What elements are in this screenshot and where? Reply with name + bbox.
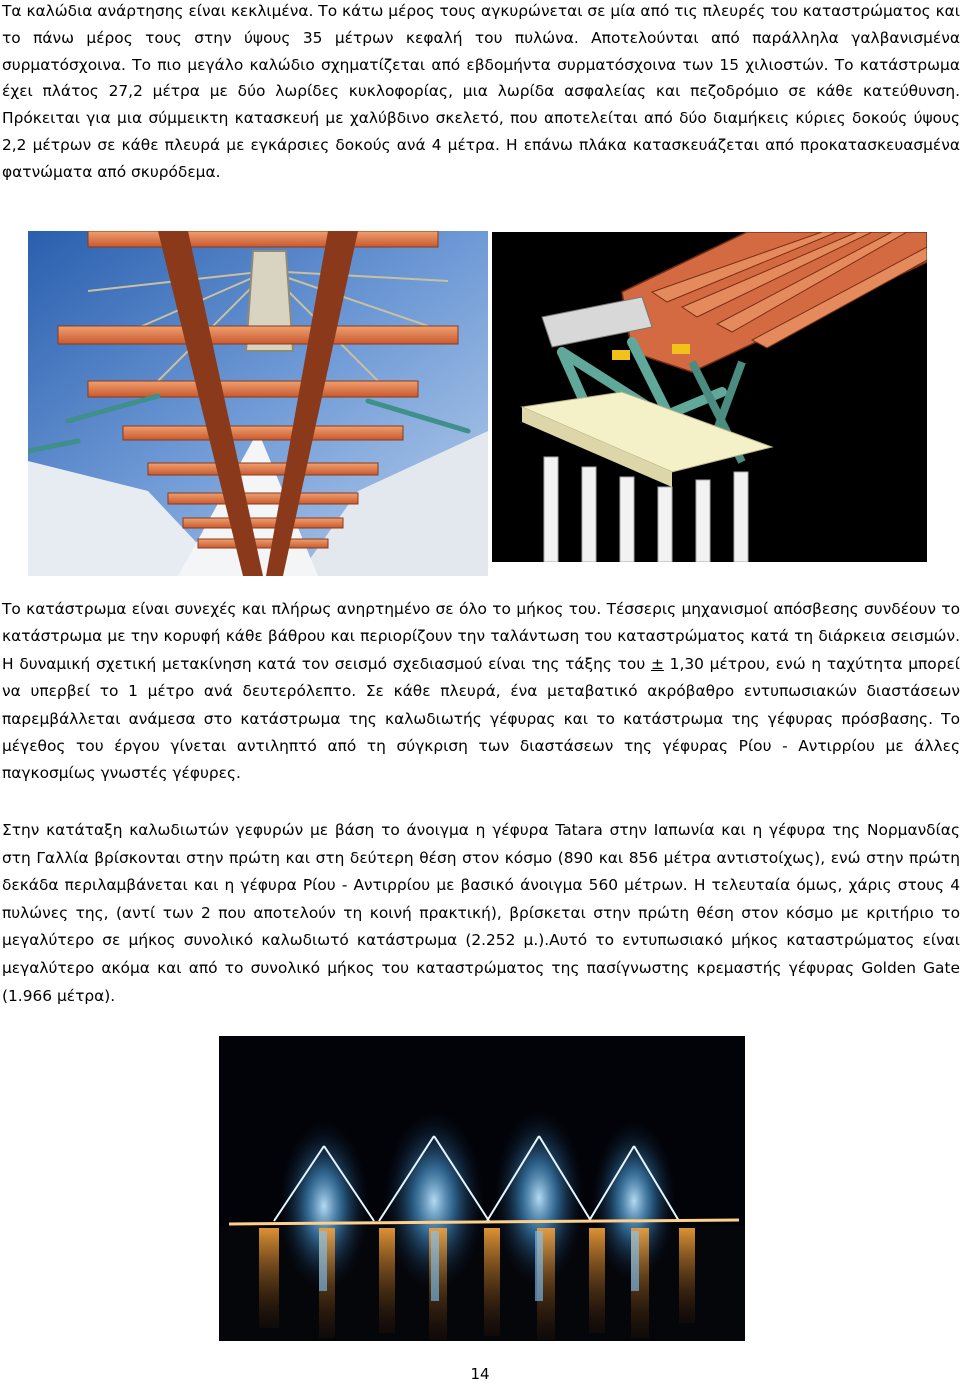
page-number: 14 [470,1365,490,1383]
paragraph-bridge-ranking: Στην κατάταξη καλωδιωτών γεφυρών με βάση το άνοιγμα η γέφυρα Tatara στην Ιαπωνία και η γέφυρα της Νορμανδίας στη Γαλλία βρίσκονται στην πρώτη και στη δεύτερη θέση στον κόσμο (890 και 856 μέτρα αντιστοίχως), ενώ στην πρώτη δεκάδα περιλαμβάνεται και η γέφυρα Ρίου - Αντιρρίου με βασικό άνοιγμα 560 μέτρων. Η τελευταία όμως, χάρις στους 4 πυλώνες της, (αντί των 2 που αποτελούν τη κοινή πρακτική), βρίσκεται στην πρώτη θέση στον κόσμο με κριτήριο το μεγαλύτερο σε μήκος συνολικό καλωδιωτό κατάστρωμα (2.252 μ.).Αυτό το εντυπωσιακό μήκος καταστρώματος είναι μεγαλύτερο ακόμα και από το συνολικό μήκος του καταστρώματος της πασίγνωστης κρεμαστής γέφυρας Golden Gate (1.966 μέτρα). [2,821,960,1005]
bridge-night-photo-image [219,1036,745,1341]
paragraph-text-b: 1,30 μέτρου, ενώ η ταχύτητα μπορεί να υπερβεί το 1 μέτρο ανά δευτερόλεπτο. Σε κάθε πλευρά, ένα μεταβατικό ακρόβαθρο εντυπωσιακών διαστάσεων παρεμβάλλεται ανάμεσα στο κατάστρωμα της καλωδιωτής γέφυρας και το κατάστρωμα της γέφυρας πρόσβασης. Το μέγεθος του έργου γίνεται αντιληπτό από τη σύγκριση των διαστάσεων της γέφυρας Ρίου - Αντιρρίου με άλλες παγκοσμίως γνωστές γέφυρες. [2,654,960,783]
paragraph-text-a: Το κατάστρωμα είναι συνεχές και πλήρως ανηρτημένο σε όλο το μήκος του. Τέσσερις μηχανισμοί απόσβεσης συνδέουν το κατάστρωμα με την κορυφή κάθε βάθρου και περιορίζουν την ταλάντωση του καταστρώματος κατά τη διάρκεια σεισμών. Η δυναμική σχετική μετακίνηση κατά τον σεισμό σχεδιασμού είναι της τάξης του [2,600,960,673]
paragraph-cables-deck: Τα καλώδια ανάρτησης είναι κεκλιμένα. Το κάτω μέρος τους αγκυρώνεται σε μία από τις πλευρές του καταστρώματος και το πάνω μέρος τους στην ύψους 35 μέτρων κεφαλή του πυλώνα. Αποτελούνται από παράλληλα γαλβανισμένα συρματόσχοινα. Το πιο μεγάλο καλώδιο σχηματίζεται από εβδομήντα συρματόσχοινα των 15 χιλιοστών. Το κατάστρωμα έχει πλάτος 27,2 μέτρα με δύο λωρίδες κυκλοφορίας, μια λωρίδα ασφαλείας και πεζοδρόμιο σε κάθε κατεύθυνση. Πρόκειται για μια σύμμεικτη κατασκευή με χαλύβδινο σκελετό, που αποτελείται από δύο διαμήκεις κύριες δοκούς ύψους 2,2 μέτρων σε κάθε πλευρά με εγκάρσιες δοκούς ανά 4 μέτρα. Η επάνω πλάκα κατασκευάζεται από προκατασκευασμένα φατνώματα από σκυρόδεμα. [2,2,960,181]
paragraph-deck-dampers [2,596,960,788]
plus-minus-sign: ± [651,654,664,673]
pier-and-deck-render-image [492,232,927,562]
deck-render-underside-image [28,231,488,576]
